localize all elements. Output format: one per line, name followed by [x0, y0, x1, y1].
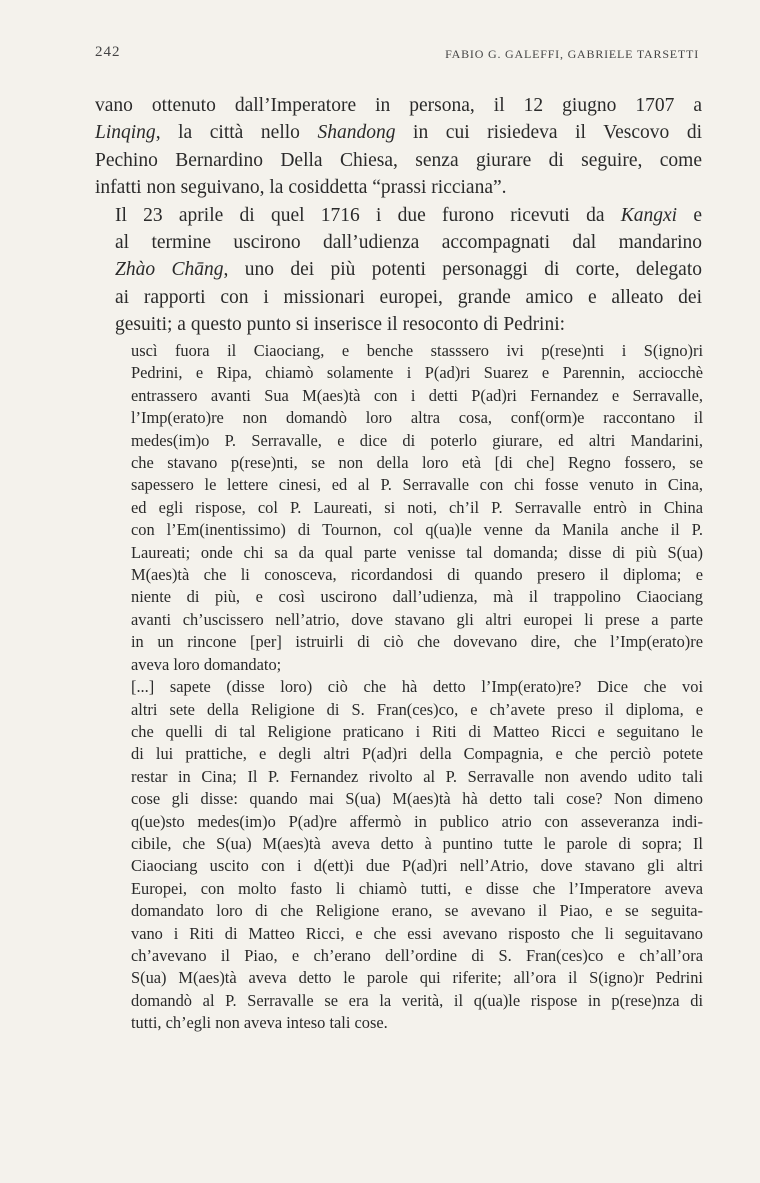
text-line: Laureati; onde chi sa da qual parte venisse tal domanda; disse di più S(ua)	[131, 542, 703, 562]
text-line: S(ua) M(aes)tà aveva detto le parole qui riferite; all’ora il S(igno)r Pedrini	[131, 968, 703, 988]
text-line: in un rincone [per] istruirli di ciò che dovevano dire, che l’Imp(erato)re	[131, 632, 703, 652]
text-line: di lui prattiche, e degli altri P(ad)ri della Compagnia, e che perciò potete	[131, 744, 703, 764]
text-span: , la città nello	[155, 122, 318, 144]
person-name: Zhào Chāng	[115, 259, 224, 281]
text-line: M(aes)tà che li conosceva, ricordandosi di quando presero il diploma; e	[131, 565, 703, 585]
person-name: Kangxi	[620, 204, 678, 226]
text-line: che quelli di tal Religione praticano i Riti di Matteo Ricci e seguitano le	[131, 721, 703, 741]
place-name: Shandong	[317, 122, 396, 144]
text-line: q(ue)sto medes(im)o P(ad)re affermò in publico atrio con asseveranza indi-	[131, 811, 703, 831]
text-span: e	[677, 204, 702, 226]
quote-paragraph-1	[117, 340, 703, 676]
text-line: Pechino Bernardino Della Chiesa, senza giurare di seguire, come	[95, 149, 702, 171]
text-line: cose gli disse: quando mai S(ua) M(aes)tà hà detto tali cose? Non dimeno	[131, 789, 703, 809]
text-line: vano i Riti di Matteo Ricci, e che essi avevano risposto che li seguitavano	[131, 923, 703, 943]
quote-paragraph-2	[117, 676, 703, 1035]
text-line: uscì fuora il Ciaociang, e benche stasssero ivi p(rese)nti i S(igno)ri	[131, 341, 703, 360]
text-span: , uno dei più potenti personaggi di corte, delegato	[223, 259, 702, 281]
paragraph-1	[95, 92, 702, 202]
text-line: sapessero le lettere cinesi, ed al P. Serravalle con chi fosse venuto in Cina,	[131, 475, 703, 495]
text-line: altri sete della Religione di S. Fran(ces)co, e ch’avete preso il diploma, e	[131, 699, 703, 719]
text-line: medes(im)o P. Serravalle, e dice di poterlo giurare, ed altri Mandarini,	[131, 430, 703, 450]
text-line: al termine uscirono dall’udienza accompagnati dal mandarino	[115, 232, 702, 254]
running-head: FABIO G. GALEFFI, GABRIELE TARSETTI	[445, 47, 699, 61]
text-line	[95, 256, 702, 283]
text-line: restar in Cina; Il P. Fernandez rivolto al P. Serravalle non avendo udito tali	[131, 766, 703, 786]
text-span: in cui risiedeva il Vescovo di	[395, 122, 702, 144]
text-line: ed egli rispose, col P. Laureati, si noti, ch’il P. Serravalle entrò in China	[131, 497, 703, 517]
text-line: che stavano p(rese)nti, se non della loro età [di che] Regno fossero, se	[131, 453, 703, 473]
text-span: Il 23 aprile di quel 1716 i due furono ricevuti da	[115, 204, 621, 226]
place-name: Linqing	[95, 122, 156, 144]
text-line: Pedrini, e Ripa, chiamò solamente i P(ad)ri Suarez e Parennin, acciocchè	[131, 363, 703, 383]
text-line: entrassero avanti Sua M(aes)tà con i detti P(ad)ri Fernandez e Serravalle,	[131, 385, 703, 405]
paragraph-2	[95, 202, 702, 339]
text-line: aveva loro domandato;	[131, 654, 282, 674]
text-line: ch’avevano il Piao, e ch’erano dell’ordine di S. Fran(ces)co e ch’all’ora	[131, 945, 703, 965]
text-line: domandato loro di che Religione erano, se avevano il Piao, e se seguita-	[131, 901, 703, 921]
text-line: gesuiti; a questo punto si inserisce il resoconto di Pedrini:	[115, 314, 566, 336]
text-line	[95, 202, 702, 229]
text-line: infatti non seguivano, la cosiddetta “prassi ricciana”.	[95, 177, 507, 199]
text-line: vano ottenuto dall’Imperatore in persona, il 12 giugno 1707 a	[95, 95, 702, 116]
text-line: Europei, con molto fasto li chiamò tutti, e disse che l’Imperatore aveva	[131, 878, 703, 898]
text-line: con l’Em(inentissimo) di Tournon, col q(ua)le venne da Manila anche il P.	[131, 520, 703, 540]
text-line: [...] sapete (disse loro) ciò che hà detto l’Imp(erato)re? Dice che voi	[131, 677, 703, 697]
text-line: niente di più, e così uscirono dall’udienza, mà il trappolino Ciaociang	[131, 587, 703, 607]
block-quote	[117, 340, 703, 1035]
text-line: tutti, ch’egli non aveva inteso tali cose.	[131, 1013, 388, 1033]
text-line	[95, 119, 702, 146]
text-line: cibile, che S(ua) M(aes)tà aveva detto à puntino tutte le parole di sopra; Il	[131, 833, 703, 853]
page-number: 242	[95, 44, 121, 60]
text-line: Ciaociang uscito con i d(ett)i due P(ad)ri nell’Atrio, dove stavano gli altri	[131, 856, 703, 876]
text-line: l’Imp(erato)re non domandò loro altra cosa, conf(orm)e raccontano il	[131, 408, 703, 428]
body-text	[95, 92, 702, 339]
text-line: domandò al P. Serravalle se era la verità, il q(ua)le rispose in p(rese)nza di	[131, 990, 703, 1010]
text-line: avanti ch’uscissero nell’atrio, dove stavano gli altri europei li prese a parte	[131, 609, 703, 629]
text-line: ai rapporti con i missionari europei, grande amico e alleato dei	[115, 286, 702, 308]
